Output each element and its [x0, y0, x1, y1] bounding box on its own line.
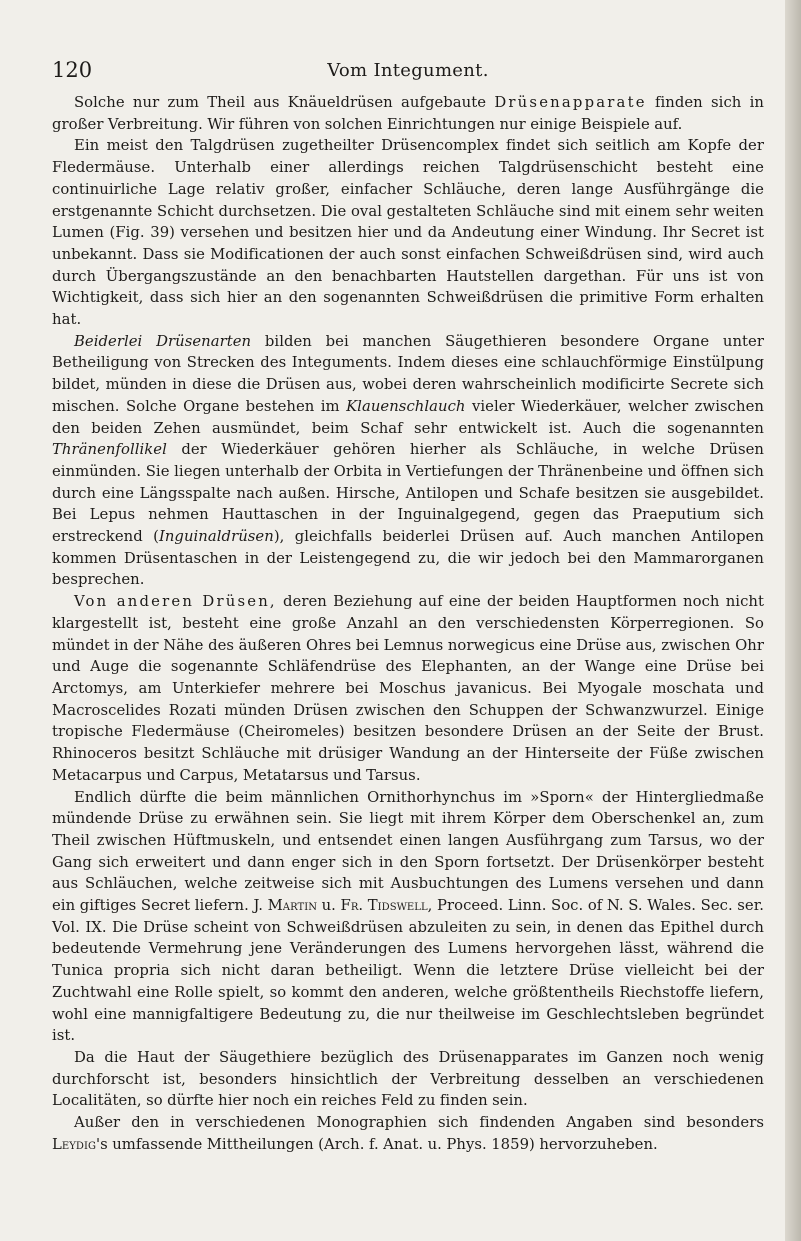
paragraph	[52, 1112, 764, 1155]
text-author-name: Leydig	[52, 1135, 96, 1153]
text-run: 's umfassende Mittheilungen (Arch. f. Anat. u. Phys. 1859) hervorzuheben.	[95, 1135, 658, 1153]
running-title: Vom Integument.	[327, 60, 489, 81]
text-author-name: Martin	[267, 897, 318, 915]
text-italic: Klauenschlauch	[346, 397, 466, 415]
text-run: vieler Wiederkäuer, welcher zwischen den beiden Zehen ausmündet, beim Schaf sehr entwickelt ist. Auch die sogenannten	[52, 397, 764, 437]
text-run: der Wiederkäuer gehören hierher als Schläuche, in welche Drüsen einmünden. Sie liegen unterhalb der Orbita in Vertiefungen der Thränenbeine und öffnen sich durch eine Längsspalte nach außen. Hirsche, Antilopen und Schafe besitzen sie ausgebildet. Bei Lepus nehmen Hauttaschen in der Inguinalgegend, gegen das Praeputium sich erstreckend (	[52, 441, 764, 546]
page-number: 120	[52, 58, 93, 82]
text-italic: Inguinaldrüsen	[158, 528, 274, 546]
text-run: ), gleichfalls beiderlei Drüsen auf. Auch manchen Antilopen kommen Drüsentaschen in der Leistengegend zu, die wir jedoch bei den Mammarorganen besprechen.	[52, 528, 764, 589]
paragraph	[52, 787, 764, 1047]
page-edge	[785, 0, 801, 1241]
paragraph	[52, 135, 764, 330]
text-run: , Proceed. Linn. Soc. of N. S. Wales. Sec. ser. Vol. IX. Die Drüse scheint von Schweißdrüsen abzuleiten zu sein, in denen das Epithel durch bedeutende Vermehrung jene Veränderungen des Lumens hervorgehen lässt, während die Tunica propria sich nicht daran betheiligt. Wenn die letztere Drüse vielleicht bei der Zuchtwahl eine Rolle spielt, so kommt den anderen, welche größtentheils Riechstoffe liefern, wohl eine mannigfaltigere Bedeutung zu, die nur theilweise im Geschlechtsleben begründet ist.	[52, 897, 764, 1045]
text-run: Endlich dürfte die beim männlichen Ornithorhynchus im »Sporn« der Hintergliedmaße mündende Drüse zu erwähnen sein. Sie liegt mit ihrem Körper dem Oberschenkel an, zum Theil zwischen Hüftmuskeln, und entsendet einen langen Ausführgang zum Tarsus, wo der Gang sich erweitert und dann enger sich in den Sporn fortsetzt. Der Drüsenkörper besteht aus Schläuchen, welche zeitweise sich mit Ausbuchtungen des Lumens versehen und dann ein giftiges Secret liefern. J.	[52, 788, 764, 915]
text-run: u.	[317, 897, 341, 915]
text-run: Solche nur zum Theil aus Knäueldrüsen aufgebaute	[74, 94, 495, 111]
text-run: Ein meist den Talgdrüsen zugetheilter Drüsencomplex findet sich seitlich am Kopfe der Fledermäuse. Unterhalb einer allerdings reichen Talgdrüsenschicht besteht eine continuirliche Lage relativ großer, einfacher Schläuche, deren lange Ausführgänge die erstgenannte Schicht durchsetzen. Die oval gestalteten Schläuche sind mit einem sehr weiten Lumen (Fig. 39) versehen und besitzen hier und da Andeutung einer Windung. Ihr Secret ist unbekannt. Dass sie Modificationen der auch sonst einfachen Schweißdrüsen sind, wird auch durch Übergangszustände an den benachbarten Hautstellen dargethan. Für uns ist von Wichtigkeit, dass sich hier an den sogenannten Schweißdrüsen die primitive Form erhalten hat.	[52, 137, 764, 329]
text-run: deren Beziehung auf eine der beiden Hauptformen noch nicht klargestellt ist, besteht eine große Anzahl an den verschiedensten Körperregionen. So mündet in der Nähe des äußeren Ohres bei Lemnus norwegicus eine Drüse aus, zwischen Ohr und Auge die sogenannte Schläfendrüse des Elephanten, an der Wange eine Drüse bei Arctomys, am Unterkiefer mehrere bei Moschus javanicus. Bei Myogale moschata und Macroscelides Rozati münden Drüsen zwischen den Schuppen der Schwanzwurzel. Einige tropische Fledermäuse (Cheiromeles) besitzen besondere Drüsen an der Seite der Brust. Rhinoceros besitzt Schläuche mit drüsiger Wandung an der Hinterseite der Füße zwischen Metacarpus und Carpus, Metatarsus und Tarsus.	[52, 593, 764, 784]
paragraph	[52, 92, 764, 135]
paragraph	[52, 331, 764, 591]
text-italic: Thränenfollikel	[52, 441, 167, 459]
book-page	[52, 58, 764, 1155]
text-run: finden sich in großer Verbreitung. Wir führen von solchen Einrichtungen nur einige Beispiele auf.	[52, 94, 764, 133]
text-italic: Beiderlei Drüsenarten	[74, 332, 252, 350]
text-spaced: Drüsenapparate	[494, 94, 647, 111]
paragraph	[52, 591, 764, 786]
text-run: Außer den in verschiedenen Monographien sich findenden Angaben sind besonders	[74, 1114, 764, 1132]
text-run: bilden bei manchen Säugethieren besondere Organe unter Betheiligung von Strecken des Integuments. Indem dieses eine schlauchförmige Einstülpung bildet, münden in diese die Drüsen aus, wobei deren wahrscheinlich modificirte Secrete sich mischen. Solche Organe bestehen im	[52, 332, 764, 415]
paragraph	[52, 1047, 764, 1112]
text-author-name: Fr. Tidswell	[340, 897, 428, 915]
text-run: Da die Haut der Säugethiere bezüglich des Drüsenapparates im Ganzen noch wenig durchforscht ist, besonders hinsichtlich der Verbreitung desselben an verschiedenen Localitäten, so dürfte hier noch ein reiches Feld zu finden sein.	[52, 1048, 764, 1110]
body-text	[52, 92, 764, 1155]
page-header	[52, 58, 764, 92]
text-spaced: Von anderen Drüsen,	[74, 593, 277, 611]
